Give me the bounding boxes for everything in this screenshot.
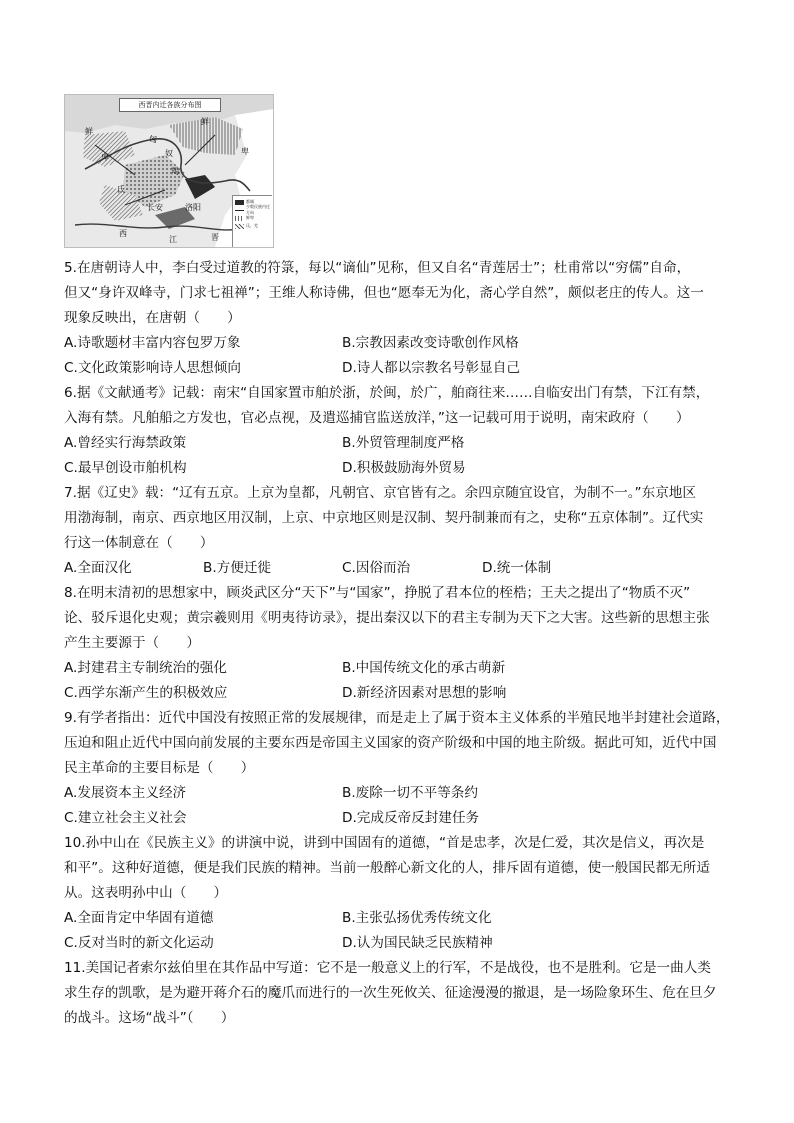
legend-swatch bbox=[235, 224, 244, 229]
map-label: 晋 bbox=[211, 233, 219, 242]
question-7-options bbox=[64, 556, 736, 581]
question-text: 产生主要源于（ ） bbox=[64, 635, 200, 651]
option-a[interactable]: A.封建君主专制统治的强化 bbox=[64, 660, 227, 676]
legend-label: 氐、羌 bbox=[246, 223, 258, 228]
option-b[interactable]: B.主张弘扬优秀传统文化 bbox=[342, 910, 492, 926]
map-label: 江 bbox=[169, 235, 177, 244]
question-text: 10.孙中山在《民族主义》的讲演中说，讲到中国固有的道德，“首是忠孝，次是仁爱，其次是信义，再次是 bbox=[64, 835, 705, 851]
question-10-options bbox=[64, 906, 736, 956]
map-label: 卑 bbox=[241, 147, 249, 156]
question-text: 5.在唐朝诗人中，李白受过道教的符箓，每以“谪仙”见称，但又自名“青莲居士”；杜甫常以“穷儒”自命， bbox=[64, 260, 691, 276]
question-text: 11.美国记者索尔兹伯里在其作品中写道：它不是一般意义上的行军，不是战役，也不是胜利。它是一曲人类 bbox=[64, 960, 711, 976]
question-text: 和平”。这种好道德，便是我们民族的精神。当前一般醉心新文化的人，排斥固有道德，使一般国民都无所适 bbox=[64, 860, 710, 876]
option-c[interactable]: C.文化政策影响诗人思想倾向 bbox=[64, 360, 241, 376]
option-a[interactable]: A.全面汉化 bbox=[64, 560, 132, 576]
option-b[interactable]: B.废除一切不平等条约 bbox=[342, 785, 478, 801]
question-text: 从。这表明孙中山（ ） bbox=[64, 885, 228, 901]
map-label: 氐 bbox=[117, 185, 125, 194]
option-c[interactable]: C.反对当时的新文化运动 bbox=[64, 935, 214, 951]
question-7 bbox=[64, 481, 736, 556]
question-text: 行这一体制意在（ ） bbox=[64, 535, 214, 551]
option-d[interactable]: D.统一体制 bbox=[482, 560, 552, 576]
map-label: 洛阳 bbox=[185, 203, 201, 212]
question-text: 压迫和阻止近代中国向前发展的主要东西是帝国主义国家的资产阶级和中国的地主阶级。据此可知，近代中国 bbox=[64, 735, 717, 751]
map-legend bbox=[232, 195, 272, 247]
map-label: 卑 bbox=[101, 153, 109, 162]
question-text: 入海有禁。凡舶船之方发也，官必点视，及遣巡捕官监送放洋，”这一记载可用于说明，南宋政府（ ） bbox=[64, 410, 690, 426]
question-text: 8.在明末清初的思想家中，顾炎武区分“天下”与“国家”，挣脱了君本位的桎梏；王夫之提出了“物质不灭” bbox=[64, 585, 691, 601]
map-label: 鲜 bbox=[201, 117, 209, 126]
option-a[interactable]: A.诗歌题材丰富内容包罗万象 bbox=[64, 335, 241, 351]
question-text: 7.据《辽史》载：“辽有五京。上京为皇都，凡朝官、京官皆有之。余四京随宜设官，为制不一。”东京地区 bbox=[64, 485, 696, 501]
legend-label: 鲜卑 bbox=[246, 215, 254, 220]
question-9-options bbox=[64, 781, 736, 831]
option-c[interactable]: C.因俗而治 bbox=[342, 560, 411, 576]
question-5 bbox=[64, 256, 736, 331]
option-c[interactable]: C.西学东渐产生的积极效应 bbox=[64, 685, 228, 701]
option-b[interactable]: B.方便迁徙 bbox=[203, 560, 272, 576]
option-d[interactable]: D.新经济因素对思想的影响 bbox=[342, 685, 507, 701]
legend-row bbox=[235, 206, 272, 214]
question-text: 求生存的凯歌，是为避开蒋介石的魔爪而进行的一次生死攸关、征途漫漫的撤退，是一场险象环生、危在旦夕 bbox=[64, 985, 717, 1001]
map-title: 西晋内迁各族分布图 bbox=[119, 98, 221, 112]
yangtze-river bbox=[75, 224, 240, 230]
option-d[interactable]: D.认为国民缺乏民族精神 bbox=[342, 935, 493, 951]
question-10 bbox=[64, 831, 736, 906]
map-label: 羯 bbox=[171, 167, 179, 176]
historical-map bbox=[64, 94, 274, 248]
option-d[interactable]: D.诗人都以宗教名号彰显自己 bbox=[342, 360, 520, 376]
question-text: 民主革命的主要目标是（ ） bbox=[64, 760, 255, 776]
question-text: 9.有学者指出：近代中国没有按照正常的发展规律，而是走上了属于资本主义体系的半殖民地半封建社会道路， bbox=[64, 710, 730, 726]
question-text: 用渤海制，南京、西京地区用汉制，上京、中京地区则是汉制、契丹制兼而有之，史称“五京体制”。辽代实 bbox=[64, 510, 704, 526]
question-9 bbox=[64, 706, 736, 781]
legend-label: 少数民族内迁方向 bbox=[246, 204, 270, 215]
map-label: 西 bbox=[119, 229, 127, 238]
map-label: 鲜 bbox=[85, 127, 93, 136]
question-5-options bbox=[64, 331, 736, 381]
question-text: 6.据《文献通考》记载：南宋“自国家置市舶於浙，於闽，於广，舶商往来……自临安出门有禁，下江有禁， bbox=[64, 385, 710, 401]
option-a[interactable]: A.全面肯定中华固有道德 bbox=[64, 910, 214, 926]
option-b[interactable]: B.外贸管理制度严格 bbox=[342, 435, 465, 451]
question-text: 但又“身许双峰寺，门求七祖禅”；王维人称诗佛，但也“愿奉无为化，斋心学自然”，颇似老庄的传人。这一 bbox=[64, 285, 704, 301]
option-b[interactable]: B.宗教因素改变诗歌创作风格 bbox=[342, 335, 519, 351]
legend-swatch bbox=[235, 216, 244, 221]
map-label: 奴 bbox=[165, 149, 173, 158]
legend-swatch bbox=[235, 200, 244, 205]
question-text: 论、驳斥退化史观；黄宗羲则用《明夷待访录》，提出秦汉以下的君主专制为天下之大害。这些新的思想主张 bbox=[64, 610, 710, 626]
map-label: 长安 bbox=[147, 203, 163, 212]
option-a[interactable]: A.发展资本主义经济 bbox=[64, 785, 187, 801]
legend-swatch bbox=[235, 210, 244, 211]
question-text: 的战斗。这场“战斗”（ ） bbox=[64, 1010, 235, 1026]
northwest-region bbox=[83, 131, 135, 167]
option-b[interactable]: B.中国传统文化的承古萌新 bbox=[342, 660, 506, 676]
question-text: 现象反映出，在唐朝（ ） bbox=[64, 310, 241, 326]
question-6-options bbox=[64, 431, 736, 481]
option-d[interactable]: D.积极鼓励海外贸易 bbox=[342, 460, 466, 476]
question-8 bbox=[64, 581, 736, 656]
legend-row bbox=[235, 222, 272, 230]
map-label: 匈 bbox=[149, 135, 157, 144]
question-6 bbox=[64, 381, 736, 431]
capital-region bbox=[185, 175, 215, 199]
question-11 bbox=[64, 956, 736, 1031]
option-a[interactable]: A.曾经实行海禁政策 bbox=[64, 435, 187, 451]
question-8-options bbox=[64, 656, 736, 706]
option-c[interactable]: C.建立社会主义社会 bbox=[64, 810, 187, 826]
option-c[interactable]: C.最早创设市舶机构 bbox=[64, 460, 187, 476]
option-d[interactable]: D.完成反帝反封建任务 bbox=[342, 810, 480, 826]
legend-label: 都城 bbox=[246, 199, 254, 204]
